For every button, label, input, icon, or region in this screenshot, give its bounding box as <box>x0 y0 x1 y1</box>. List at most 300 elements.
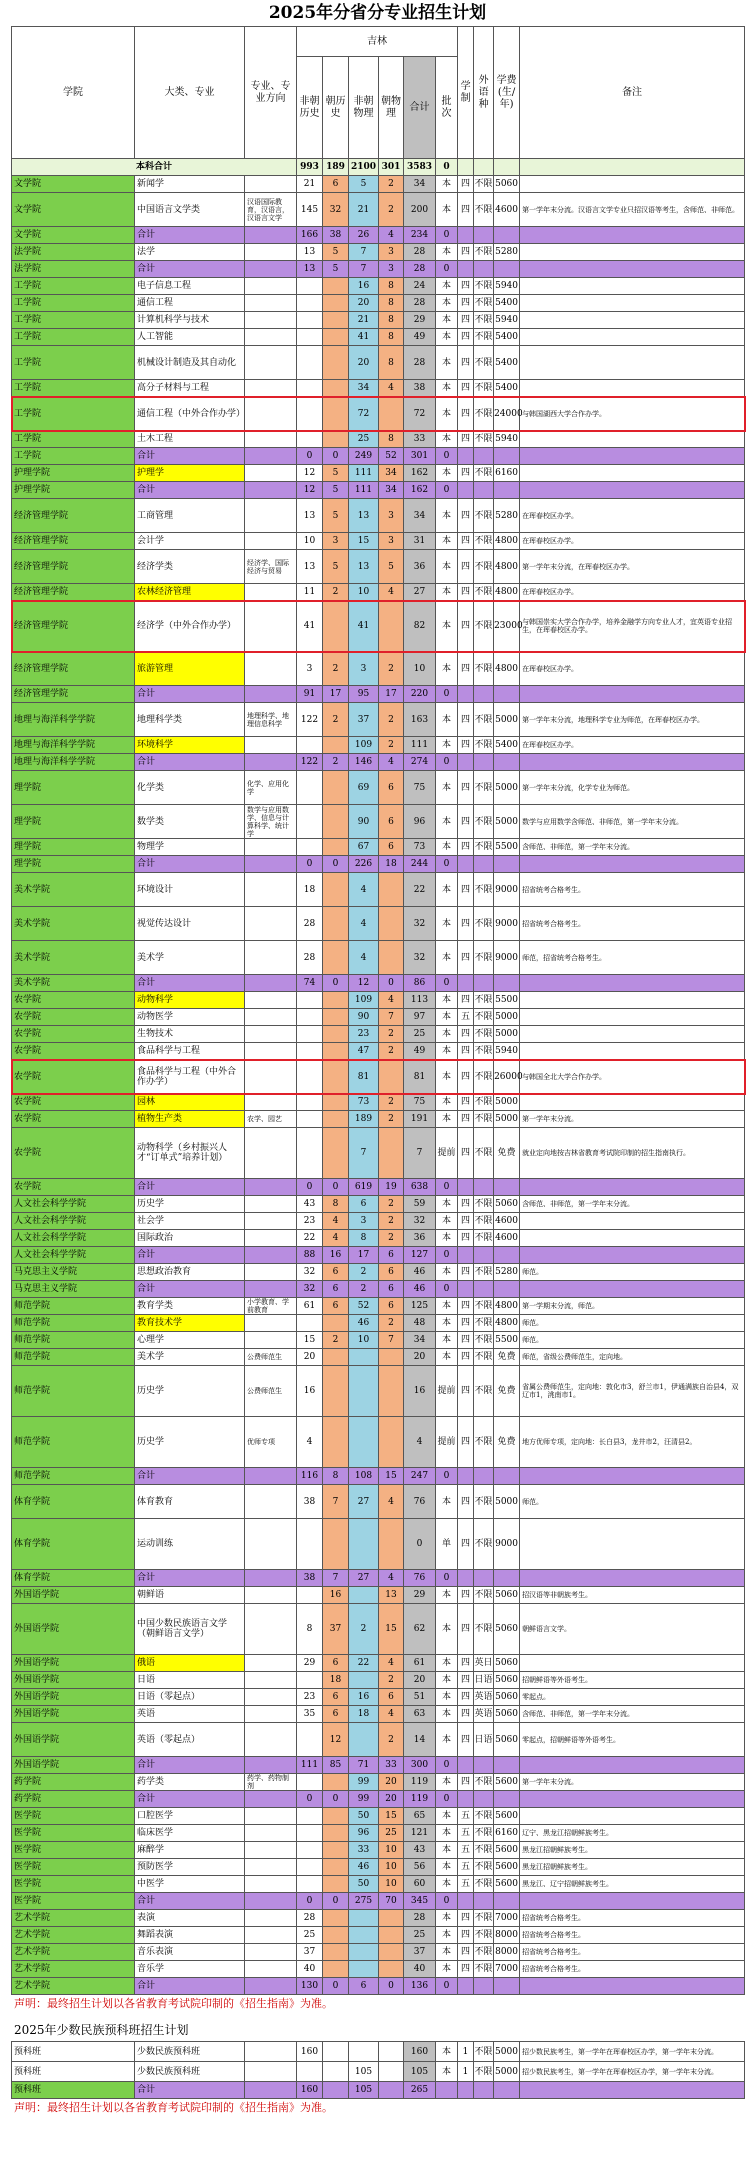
subtotal-value: 0 <box>436 448 458 465</box>
subtotal-value: 70 <box>379 1893 404 1910</box>
subtotal-value: 86 <box>404 975 436 992</box>
system-cell: 四 <box>458 176 474 193</box>
college-cell: 药学院 <box>12 1791 135 1808</box>
subtotal-value <box>323 2082 349 2099</box>
grand-total-value: 189 <box>323 159 349 176</box>
system-cell: 四 <box>458 1944 474 1961</box>
fee-cell: 4800 <box>494 584 520 601</box>
plan-count <box>349 1519 379 1570</box>
plan-count: 28 <box>404 244 436 261</box>
plan-count <box>323 601 349 652</box>
subtotal-value: 15 <box>379 1468 404 1485</box>
subtotal-label: 合计 <box>135 448 245 465</box>
plan-count <box>379 1366 404 1417</box>
direction-cell <box>245 1196 297 1213</box>
fee-cell: 5060 <box>494 1587 520 1604</box>
remark-cell <box>520 431 745 448</box>
empty-cell <box>520 1570 745 1587</box>
remark-cell <box>520 1094 745 1111</box>
subtotal-value: 28 <box>404 261 436 278</box>
major-cell: 视觉传达设计 <box>135 907 245 941</box>
plan-count <box>297 805 323 839</box>
plan-count <box>297 1808 323 1825</box>
plan-count: 32 <box>404 1213 436 1230</box>
major-row <box>12 1060 745 1094</box>
plan-count: 59 <box>404 1196 436 1213</box>
direction-cell <box>245 1655 297 1672</box>
college-cell: 经济管理学院 <box>12 652 135 686</box>
plan-count: 12 <box>297 465 323 482</box>
remark-cell: 招省统考合格考生。 <box>520 1961 745 1978</box>
fee-cell: 4800 <box>494 1298 520 1315</box>
direction-cell <box>245 1570 297 1587</box>
plan-count <box>323 1111 349 1128</box>
language-cell: 不限 <box>474 380 494 397</box>
plan-count: 15 <box>349 533 379 550</box>
empty-cell <box>458 1179 474 1196</box>
direction-cell <box>245 1587 297 1604</box>
plan-count: 27 <box>404 584 436 601</box>
empty-cell <box>474 1791 494 1808</box>
plan-count: 2 <box>379 652 404 686</box>
subtotal-label: 合计 <box>135 1468 245 1485</box>
subtotal-label: 合计 <box>135 686 245 703</box>
major-cell: 国际政治 <box>135 1230 245 1247</box>
direction-cell: 经济学、国际经济与贸易 <box>245 550 297 584</box>
major-cell: 生物技术 <box>135 1026 245 1043</box>
plan-count: 37 <box>349 703 379 737</box>
plan-count: 3 <box>323 533 349 550</box>
major-row <box>12 380 745 397</box>
language-cell: 不限 <box>474 805 494 839</box>
fee-cell: 5060 <box>494 1196 520 1213</box>
remark-cell: 就业定向地按吉林省教育考试院印制的招生指南执行。 <box>520 1128 745 1179</box>
subtotal-value: 300 <box>404 1757 436 1774</box>
remark-cell <box>520 244 745 261</box>
major-row <box>12 1026 745 1043</box>
college-cell: 工学院 <box>12 431 135 448</box>
fee-cell: 5000 <box>494 2042 520 2062</box>
batch-cell: 本 <box>436 465 458 482</box>
subtotal-value: 95 <box>349 686 379 703</box>
empty-cell <box>474 448 494 465</box>
empty-cell <box>458 227 474 244</box>
batch-cell: 本 <box>436 244 458 261</box>
empty-cell <box>474 754 494 771</box>
direction-cell <box>245 1893 297 1910</box>
batch-cell: 本 <box>436 601 458 652</box>
plan-count: 34 <box>379 465 404 482</box>
empty-cell <box>494 2082 520 2099</box>
empty-cell <box>474 482 494 499</box>
empty-cell <box>494 227 520 244</box>
fee-cell: 5060 <box>494 1604 520 1655</box>
subtotal-label: 合计 <box>135 1179 245 1196</box>
plan-count: 189 <box>349 1111 379 1128</box>
subtotal-value: 91 <box>297 686 323 703</box>
subtotal-value: 127 <box>404 1247 436 1264</box>
plan-count <box>323 1315 349 1332</box>
grand-total-value: 3583 <box>404 159 436 176</box>
major-row <box>12 1264 745 1281</box>
batch-cell: 本 <box>436 1587 458 1604</box>
fee-cell: 5060 <box>494 1706 520 1723</box>
college-cell: 师范学院 <box>12 1315 135 1332</box>
plan-count: 36 <box>404 550 436 584</box>
college-cell: 医学院 <box>12 1842 135 1859</box>
batch-cell: 本 <box>436 1026 458 1043</box>
batch-cell: 本 <box>436 584 458 601</box>
header-direction: 专业、专业方向 <box>245 27 297 159</box>
major-row <box>12 1842 745 1859</box>
batch-cell: 本 <box>436 1213 458 1230</box>
subtotal-label: 合计 <box>135 2082 245 2099</box>
language-cell: 不限 <box>474 1349 494 1366</box>
plan-count: 111 <box>349 465 379 482</box>
plan-count: 6 <box>323 176 349 193</box>
major-cell: 体育教育 <box>135 1485 245 1519</box>
subtotal-row <box>12 1281 745 1298</box>
empty-cell <box>458 1791 474 1808</box>
remark-cell: 师范，招省统考合格考生。 <box>520 941 745 975</box>
major-cell: 会计学 <box>135 533 245 550</box>
plan-count: 34 <box>404 1332 436 1349</box>
remark-cell: 黑龙江、辽宁招朝鲜族考生。 <box>520 1876 745 1893</box>
empty-cell <box>458 1978 474 1995</box>
empty-cell <box>474 1978 494 1995</box>
direction-cell <box>245 975 297 992</box>
batch-cell: 本 <box>436 397 458 431</box>
empty-cell <box>494 1468 520 1485</box>
subtotal-value: 0 <box>436 1791 458 1808</box>
header-col-total: 合计 <box>404 57 436 159</box>
major-row <box>12 1944 745 1961</box>
direction-cell <box>245 737 297 754</box>
page-title: 2025年分省分专业招生计划 <box>268 3 487 23</box>
empty-cell <box>458 448 474 465</box>
subtotal-value: 146 <box>349 754 379 771</box>
major-row <box>12 737 745 754</box>
plan-count: 3 <box>379 499 404 533</box>
subtotal-value: 249 <box>349 448 379 465</box>
major-row <box>12 1349 745 1366</box>
fee-cell: 5280 <box>494 244 520 261</box>
major-cell: 护理学 <box>135 465 245 482</box>
batch-cell: 本 <box>436 703 458 737</box>
subtotal-value: 0 <box>379 1978 404 1995</box>
remark-cell <box>520 329 745 346</box>
language-cell: 不限 <box>474 499 494 533</box>
plan-count <box>323 907 349 941</box>
subtotal-value: 0 <box>436 1893 458 1910</box>
college-cell: 文学院 <box>12 176 135 193</box>
batch-cell: 本 <box>436 1349 458 1366</box>
plan-count <box>349 1910 379 1927</box>
subtotal-value: 71 <box>349 1757 379 1774</box>
plan-count: 63 <box>404 1706 436 1723</box>
batch-cell: 本 <box>436 1298 458 1315</box>
plan-count: 3 <box>349 1213 379 1230</box>
plan-count <box>297 839 323 856</box>
empty-cell <box>458 159 474 176</box>
plan-count: 200 <box>404 193 436 227</box>
subtotal-value: 265 <box>404 2082 436 2099</box>
subtotal-row <box>12 686 745 703</box>
subtotal-value: 0 <box>323 1791 349 1808</box>
empty-cell <box>520 1179 745 1196</box>
plan-count: 50 <box>349 1808 379 1825</box>
plan-count: 28 <box>404 1910 436 1927</box>
plan-count: 61 <box>297 1298 323 1315</box>
empty-cell <box>458 1893 474 1910</box>
header-remark: 备注 <box>520 27 745 159</box>
plan-count <box>323 771 349 805</box>
language-cell: 不限 <box>474 1264 494 1281</box>
plan-count <box>297 1094 323 1111</box>
system-cell: 四 <box>458 1417 474 1468</box>
subtotal-value: 5 <box>323 261 349 278</box>
college-cell: 工学院 <box>12 312 135 329</box>
plan-total: 105 <box>404 2062 436 2082</box>
fee-cell: 6160 <box>494 465 520 482</box>
plan-count: 4 <box>379 584 404 601</box>
plan-count: 52 <box>349 1298 379 1315</box>
subtotal-label: 合计 <box>135 1893 245 1910</box>
language-cell: 英日 <box>474 1655 494 1672</box>
plan-count <box>297 1009 323 1026</box>
major-cell: 土木工程 <box>135 431 245 448</box>
plan-count: 50 <box>349 1876 379 1893</box>
subtotal-value: 5 <box>323 482 349 499</box>
plan-count: 28 <box>297 1910 323 1927</box>
empty-cell <box>520 2082 745 2099</box>
batch-cell: 本 <box>436 329 458 346</box>
subtotal-value: 3 <box>379 261 404 278</box>
empty-cell <box>520 1247 745 1264</box>
header-system: 学制 <box>458 27 474 159</box>
plan-count: 122 <box>297 703 323 737</box>
direction-cell <box>245 1094 297 1111</box>
major-cell: 历史学 <box>135 1417 245 1468</box>
system-cell: 四 <box>458 465 474 482</box>
batch-cell: 本 <box>436 1060 458 1094</box>
plan-count: 10 <box>379 1876 404 1893</box>
major-cell: 动物科学（乡村振兴人才“订单式”培养计划） <box>135 1128 245 1179</box>
subtotal-value: 226 <box>349 856 379 873</box>
system-cell: 四 <box>458 346 474 380</box>
subtotal-value: 234 <box>404 227 436 244</box>
plan-count: 15 <box>379 1604 404 1655</box>
plan-count: 119 <box>404 1774 436 1791</box>
college-cell: 经济管理学院 <box>12 584 135 601</box>
grand-total-value: 301 <box>379 159 404 176</box>
direction-cell <box>245 482 297 499</box>
plan-count <box>323 737 349 754</box>
plan-count: 10 <box>379 1859 404 1876</box>
plan-count: 4 <box>379 1485 404 1519</box>
header-row-province <box>12 27 745 57</box>
fee-cell: 5400 <box>494 737 520 754</box>
plan-count <box>379 873 404 907</box>
fee-cell: 7000 <box>494 1961 520 1978</box>
batch-cell: 本 <box>436 1230 458 1247</box>
major-cell: 俄语 <box>135 1655 245 1672</box>
system-cell: 四 <box>458 1910 474 1927</box>
system-cell: 四 <box>458 1689 474 1706</box>
direction-cell: 药学、药物制剂 <box>245 1774 297 1791</box>
subtotal-value: 0 <box>436 856 458 873</box>
plan-count: 6 <box>323 1264 349 1281</box>
grand-total-value: 0 <box>436 159 458 176</box>
batch-cell: 提前 <box>436 1366 458 1417</box>
header-language: 外语种 <box>474 27 494 159</box>
plan-count: 0 <box>404 1519 436 1570</box>
plan-count <box>323 1349 349 1366</box>
plan-count <box>323 1043 349 1060</box>
subtotal-value: 0 <box>436 1570 458 1587</box>
college-cell: 师范学院 <box>12 1349 135 1366</box>
remark-cell: 招少数民族考生，第一学年在珲春校区办学，第一学年末分流。 <box>520 2042 745 2062</box>
major-cell: 美术学 <box>135 941 245 975</box>
plan-count <box>297 1060 323 1094</box>
empty-cell <box>458 482 474 499</box>
plan-count: 8 <box>379 312 404 329</box>
subtotal-value: 136 <box>404 1978 436 1995</box>
empty-cell <box>494 856 520 873</box>
major-cell: 高分子材料与工程 <box>135 380 245 397</box>
subtotal-row <box>12 856 745 873</box>
fee-cell: 9000 <box>494 907 520 941</box>
plan-count: 90 <box>349 805 379 839</box>
major-row <box>12 1808 745 1825</box>
college-cell: 医学院 <box>12 1893 135 1910</box>
subtotal-value: 26 <box>349 227 379 244</box>
grand-total-label: 本科合计 <box>12 159 297 176</box>
batch-cell: 本 <box>436 1043 458 1060</box>
major-row <box>12 805 745 839</box>
plan-count: 49 <box>404 1043 436 1060</box>
plan-count: 121 <box>404 1825 436 1842</box>
system-cell: 四 <box>458 805 474 839</box>
fee-cell: 5000 <box>494 1485 520 1519</box>
plan-count: 40 <box>297 1961 323 1978</box>
empty-cell <box>458 1247 474 1264</box>
fee-cell: 5060 <box>494 1723 520 1757</box>
fee-cell: 5060 <box>494 1689 520 1706</box>
empty-cell <box>474 1570 494 1587</box>
empty-cell <box>520 482 745 499</box>
plan-count <box>323 431 349 448</box>
major-cell: 物理学 <box>135 839 245 856</box>
empty-cell <box>520 1893 745 1910</box>
system-cell: 四 <box>458 295 474 312</box>
fee-cell: 免费 <box>494 1417 520 1468</box>
major-row <box>12 1672 745 1689</box>
plan-count <box>323 1366 349 1417</box>
remark-cell <box>520 1009 745 1026</box>
remark-cell: 含师范、非师范，第一学年末分流。 <box>520 1706 745 1723</box>
empty-cell <box>494 448 520 465</box>
header-col-1: 非朝历史 <box>297 57 323 159</box>
empty-cell <box>458 2082 474 2099</box>
subtotal-value: 6 <box>323 1281 349 1298</box>
major-cell: 环境设计 <box>135 873 245 907</box>
system-cell: 四 <box>458 193 474 227</box>
subtotal-value: 0 <box>436 1757 458 1774</box>
subtotal-value: 33 <box>379 1757 404 1774</box>
plan-count: 18 <box>323 1672 349 1689</box>
subtotal-row <box>12 1791 745 1808</box>
direction-cell <box>245 176 297 193</box>
plan-count: 96 <box>404 805 436 839</box>
remark-cell: 招省统考合格考生。 <box>520 1910 745 1927</box>
language-cell: 不限 <box>474 1315 494 1332</box>
direction-cell <box>245 1264 297 1281</box>
fee-cell: 5060 <box>494 1672 520 1689</box>
fee-cell: 5000 <box>494 1009 520 1026</box>
plan-count <box>297 1111 323 1128</box>
batch-cell: 本 <box>436 533 458 550</box>
plan-count <box>379 1519 404 1570</box>
plan-count <box>297 278 323 295</box>
batch-cell: 本 <box>436 278 458 295</box>
language-cell: 不限 <box>474 1111 494 1128</box>
plan-count: 4 <box>379 1706 404 1723</box>
subtotal-value: 122 <box>297 754 323 771</box>
fee-cell: 免费 <box>494 1128 520 1179</box>
major-cell: 口腔医学 <box>135 1808 245 1825</box>
subtotal-value: 52 <box>379 448 404 465</box>
major-cell: 教育技术学 <box>135 1315 245 1332</box>
fee-cell: 5000 <box>494 1026 520 1043</box>
plan-count: 24 <box>404 278 436 295</box>
major-row <box>12 346 745 380</box>
system-cell: 四 <box>458 380 474 397</box>
major-cell: 食品科学与工程（中外合作办学） <box>135 1060 245 1094</box>
system-cell: 四 <box>458 1774 474 1791</box>
subtotal-label: 合计 <box>135 1247 245 1264</box>
subtotal-label: 合计 <box>135 1791 245 1808</box>
major-row <box>12 1128 745 1179</box>
batch-cell: 本 <box>436 771 458 805</box>
plan-count <box>297 1672 323 1689</box>
direction-cell <box>245 1689 297 1706</box>
empty-cell <box>520 856 745 873</box>
college-cell: 师范学院 <box>12 1366 135 1417</box>
subtotal-label: 合计 <box>135 856 245 873</box>
remark-cell <box>520 465 745 482</box>
subtotal-label: 合计 <box>135 1281 245 1298</box>
fee-cell: 26000 <box>494 1060 520 1094</box>
major-row <box>12 550 745 584</box>
language-cell: 不限 <box>474 839 494 856</box>
language-cell: 日语 <box>474 1723 494 1757</box>
plan-count: 46 <box>404 1264 436 1281</box>
major-row <box>12 1859 745 1876</box>
subtotal-value: 0 <box>323 1893 349 1910</box>
empty-cell <box>458 1757 474 1774</box>
system-cell: 四 <box>458 1366 474 1417</box>
college-cell: 农学院 <box>12 992 135 1009</box>
major-row <box>12 499 745 533</box>
major-row <box>12 397 745 431</box>
college-cell: 经济管理学院 <box>12 499 135 533</box>
college-cell: 外国语学院 <box>12 1689 135 1706</box>
major-row <box>12 1315 745 1332</box>
major-row <box>12 771 745 805</box>
major-cell: 人工智能 <box>135 329 245 346</box>
college-cell: 护理学院 <box>12 482 135 499</box>
